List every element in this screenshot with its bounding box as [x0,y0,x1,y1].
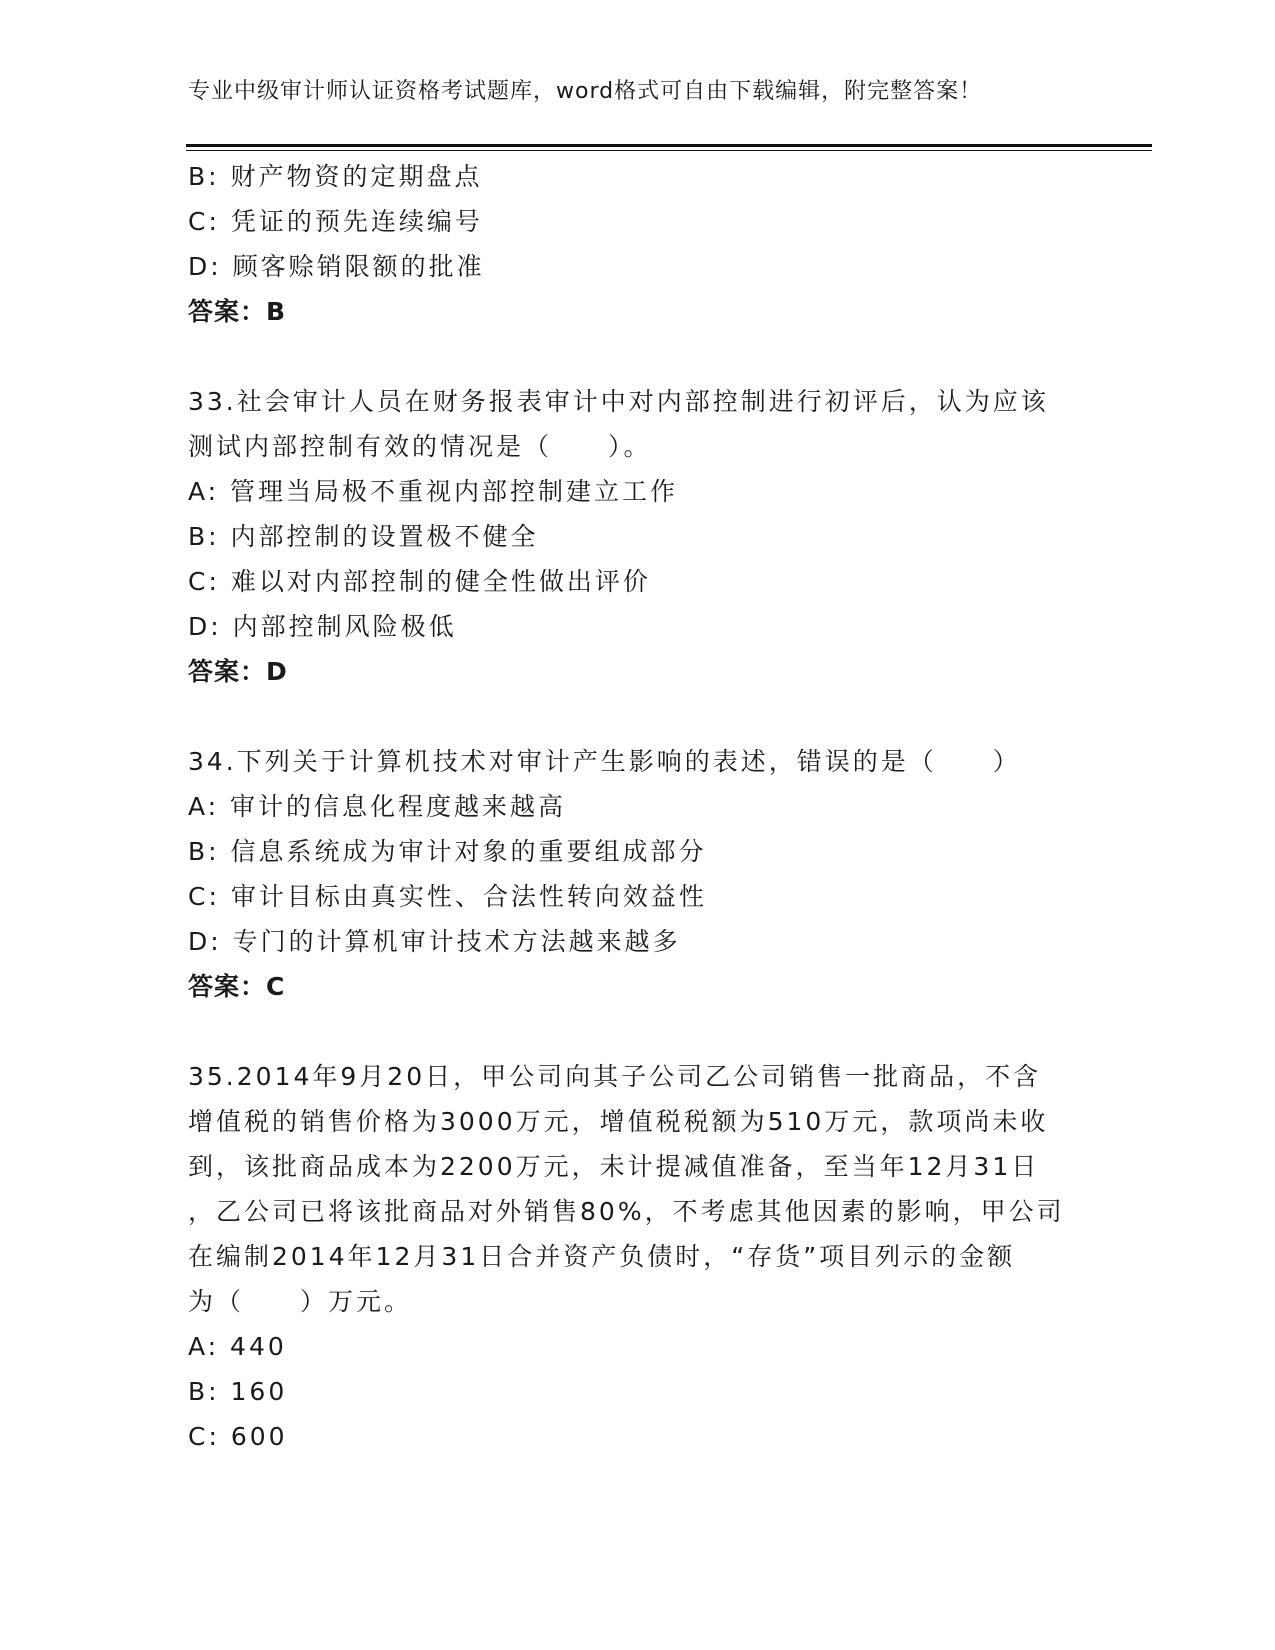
question-stem-line: ，乙公司已将该批商品对外销售80%，不考虑其他因素的影响，甲公司 [188,1197,1065,1226]
question-34 [188,739,1088,1009]
option-d: D: 顾客赊销限额的批准 [188,252,485,281]
question-stem-line: 测试内部控制有效的情况是（ ）。 [188,432,652,461]
header-rule-thin [186,150,1152,151]
option-b: B: 财产物资的定期盘点 [188,162,483,191]
question-stem-line: 到，该批商品成本为2200万元，未计提减值准备，至当年12月31日 [188,1152,1040,1181]
option-a: A: 管理当局极不重视内部控制建立工作 [188,477,679,506]
answer-line: 答案：D [188,657,288,686]
option-c: C: 难以对内部控制的健全性做出评价 [188,567,651,596]
option-d: D: 内部控制风险极低 [188,612,457,641]
question-35 [188,1054,1088,1459]
answer-line: 答案：C [188,972,286,1001]
option-d: D: 专门的计算机审计技术方法越来越多 [188,927,681,956]
question-stem-line: 34.下列关于计算机技术对审计产生影响的表述，错误的是（ ） [188,747,1021,776]
question-stem-line: 为（ ）万元。 [188,1287,413,1316]
question-32-tail [188,154,1088,334]
question-content [188,154,1088,1459]
page-header: 专业中级审计师认证资格考试题库，word格式可自由下载编辑，附完整答案！ [188,79,983,104]
header-rule-thick [186,144,1152,147]
spacer [188,1009,1088,1054]
spacer [188,694,1088,739]
answer-line: 答案：B [188,297,287,326]
question-stem-line: 33.社会审计人员在财务报表审计中对内部控制进行初评后，认为应该 [188,387,1049,416]
option-b: B: 内部控制的设置极不健全 [188,522,539,551]
question-33 [188,379,1088,694]
option-b: B: 160 [188,1377,288,1406]
option-c: C: 600 [188,1422,288,1451]
option-b: B: 信息系统成为审计对象的重要组成部分 [188,837,707,866]
option-c: C: 凭证的预先连续编号 [188,207,483,236]
spacer [188,334,1088,379]
question-stem-line: 35.2014年9月20日，甲公司向其子公司乙公司销售一批商品，不含 [188,1062,1042,1091]
question-stem-line: 增值税的销售价格为3000万元，增值税税额为510万元，款项尚未收 [188,1107,1049,1136]
option-a: A: 440 [188,1332,287,1361]
option-a: A: 审计的信息化程度越来越高 [188,792,567,821]
option-c: C: 审计目标由真实性、合法性转向效益性 [188,882,707,911]
question-stem-line: 在编制2014年12月31日合并资产负债时，“存货”项目列示的金额 [188,1242,1016,1271]
